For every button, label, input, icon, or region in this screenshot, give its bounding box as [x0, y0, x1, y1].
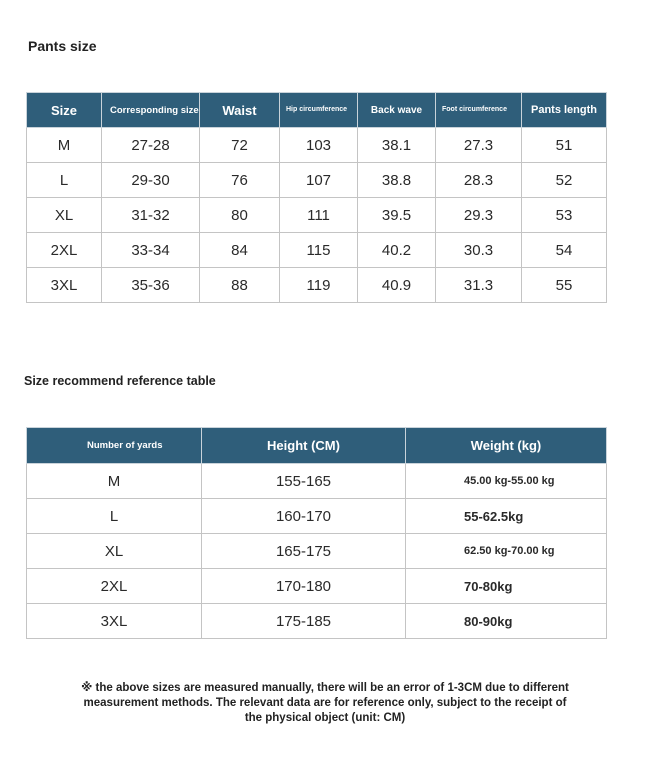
cell: 38.8 [358, 163, 436, 198]
cell: M [27, 128, 102, 163]
cell: 111 [280, 198, 358, 233]
cell: 29-30 [102, 163, 200, 198]
cell: 80-90kg [406, 604, 607, 639]
cell: 31-32 [102, 198, 200, 233]
cell: 103 [280, 128, 358, 163]
cell: 2XL [27, 569, 202, 604]
cell: 45.00 kg-55.00 kg [406, 464, 607, 499]
table-row [27, 534, 607, 569]
cell: 62.50 kg-70.00 kg [406, 534, 607, 569]
pants-size-table [26, 92, 607, 303]
header-hip-circumference: Hip circumference [280, 93, 358, 128]
table-row [27, 569, 607, 604]
header-size: Size [27, 93, 102, 128]
table-row [27, 464, 607, 499]
cell: 175-185 [202, 604, 406, 639]
cell: 27-28 [102, 128, 200, 163]
cell: XL [27, 198, 102, 233]
table-row [27, 604, 607, 639]
cell: 84 [200, 233, 280, 268]
table-row [27, 268, 607, 303]
cell: 155-165 [202, 464, 406, 499]
cell: L [27, 499, 202, 534]
cell: 40.9 [358, 268, 436, 303]
cell: 29.3 [436, 198, 522, 233]
cell: 165-175 [202, 534, 406, 569]
cell: 70-80kg [406, 569, 607, 604]
header-foot-circumference: Foot circumference [436, 93, 522, 128]
measurement-note: ※ the above sizes are measured manually, there will be an error of 1-3CM due to different measurement methods. The relevant data are for reference only, subject to the receipt of the physical object (unit: CM) [81, 682, 569, 724]
size-recommend-title: Size recommend reference table [24, 374, 216, 388]
cell: 55 [522, 268, 607, 303]
table-row [27, 499, 607, 534]
cell: 55-62.5kg [406, 499, 607, 534]
cell: 2XL [27, 233, 102, 268]
cell: 3XL [27, 604, 202, 639]
cell: 53 [522, 198, 607, 233]
size-recommend-header-row [27, 428, 607, 464]
size-recommend-table [26, 427, 607, 639]
header-back-wave: Back wave [358, 93, 436, 128]
header-number-of-yards: Number of yards [27, 428, 202, 464]
cell: XL [27, 534, 202, 569]
cell: 76 [200, 163, 280, 198]
cell: 107 [280, 163, 358, 198]
cell: 119 [280, 268, 358, 303]
header-height: Height (CM) [202, 428, 406, 464]
cell: 80 [200, 198, 280, 233]
cell: 35-36 [102, 268, 200, 303]
cell: 30.3 [436, 233, 522, 268]
cell: L [27, 163, 102, 198]
cell: 33-34 [102, 233, 200, 268]
pants-size-title: Pants size [28, 38, 97, 54]
header-pants-length: Pants length [522, 93, 607, 128]
cell: 3XL [27, 268, 102, 303]
header-corresponding-size: Corresponding size [102, 93, 200, 128]
cell: 160-170 [202, 499, 406, 534]
cell: 27.3 [436, 128, 522, 163]
cell: 88 [200, 268, 280, 303]
cell: 51 [522, 128, 607, 163]
cell: 40.2 [358, 233, 436, 268]
header-waist: Waist [200, 93, 280, 128]
table-row [27, 233, 607, 268]
cell: 170-180 [202, 569, 406, 604]
cell: 38.1 [358, 128, 436, 163]
table-row [27, 128, 607, 163]
cell: 31.3 [436, 268, 522, 303]
cell: 39.5 [358, 198, 436, 233]
table-row [27, 163, 607, 198]
cell: M [27, 464, 202, 499]
table-row [27, 198, 607, 233]
cell: 72 [200, 128, 280, 163]
cell: 54 [522, 233, 607, 268]
pants-size-header-row [27, 93, 607, 128]
cell: 52 [522, 163, 607, 198]
cell: 115 [280, 233, 358, 268]
header-weight: Weight (kg) [406, 428, 607, 464]
cell: 28.3 [436, 163, 522, 198]
